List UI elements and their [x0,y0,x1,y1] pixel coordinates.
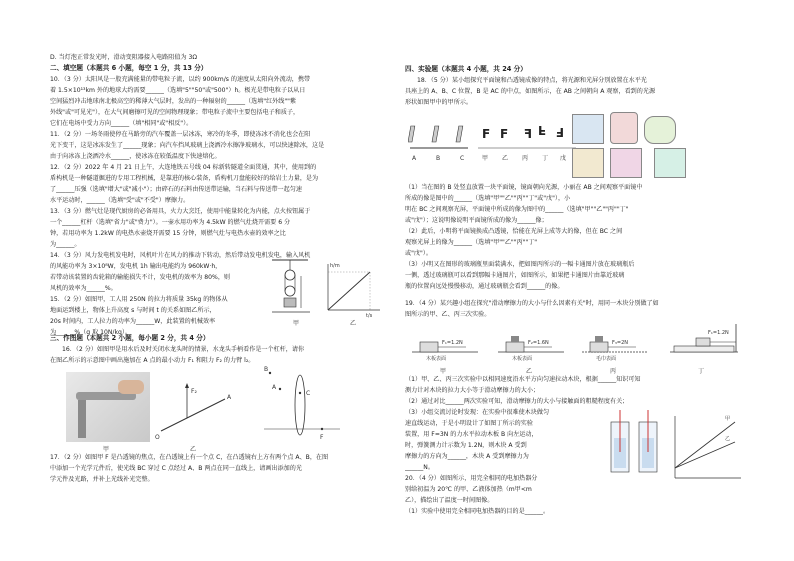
line: 一侧，透过玻璃瓶可以看到那幅卡通图片，如图所示，如果把卡通图片由靠近玻璃 [405,272,625,279]
line: 为______。 [50,241,81,248]
line: 12．（2 分）2022 年 4 月 21 日上午，大连地铁五号线 04 标新转隧道全面贯通，其中，使用到的 [50,164,317,171]
line: 16．（2 分）如图甲是用水后及时关闭水龙头时的情景，水龙头手柄看作是一个杠杆，请你 [62,346,305,353]
line: 所成的像是图中的______（选填"甲""乙""丙""丁"或"戊"），小 [405,195,571,202]
force-label: F₁=1.2N [442,340,463,346]
line: 或"戊"）；这说明像说明平面镜所成的像为______像； [405,217,548,224]
q18-parts [405,182,750,292]
line: （2）通过对比______两次实验可知，滑动摩擦力的大小与接触面的粗糙程度有关； [405,398,629,405]
faucet-photo [66,372,150,442]
line: 为______%（g 取 10N/kg）。 [50,329,131,336]
section-title: 二、填空题（本题共 6 小题，每空 1 分，共 13 分） [50,64,208,72]
line: 18．（5 分）某小组探究平面镜和凸透镜成像的特点，将光源和光屏分别放置在水平光 [417,77,647,84]
line: D. 当灯泡正常发光时，滑动变阻器接入电路阻值为 3Ω [50,54,198,61]
line: 着 1.5×10¹³km 外的地球大约需要______（选填"5""50"或"500"）h。极光是带电粒子以从日 [50,87,306,94]
svg-text:F: F [482,127,491,141]
line: 摩擦力的方向为______，木块 A 受到摩擦力为 [405,453,529,460]
q19 [405,298,750,320]
h-axis-label: h/m [330,263,340,269]
svg-text:F: F [555,125,564,139]
line: 在图乙所示的示意图中画出施加在 A 点的最小动力 F₁ 和阻力 F₂ 的力臂 l₂。 [50,357,255,364]
line: 观察光屏上的像为______（选填"甲""乙""丙""丁" [405,239,538,246]
t-axis-label: t/s [366,313,373,318]
force-label: F₂=1.6N [528,340,549,346]
figure-caption: 丙 [610,368,617,375]
shape-label: 乙 [502,155,509,162]
line: 13．（3 分）燃气灶是现代厨房的必备用具，火力大烹饪，使用中能量转化为内能，点火按钮属于 [50,208,311,215]
line: 了______压强（选填"增大"或"减小"）；由碎石的石料由传送带运输，当石料与传送带一起匀速 [50,186,302,193]
line: 乙），描绘出了温度一时间图像。 [405,497,494,504]
line: 外线"或"可见光"），在大气间磨擦可见的空间物理现象；带电粒子流中主要包括电子和质子， [50,109,300,116]
line: 由于向冰冻上浇洒冷水______，使冰冻在较低温度下快速熔化。 [50,153,221,160]
line: 17．（2 分）如图甲 F 是凸透镜的焦点，在凸透镜上有一个点 C，在凸透镜右上方有两个点 A、B，在图 [50,454,329,461]
line: 盾构机是一种隧道掘进的专用工程机械，是靠进的核心装备，盾构机刀盘能较好的给岩土力量，是为 [50,175,319,182]
point-o-label: O [155,434,160,441]
line: 时，弹簧测力计示数为 1.2N，则木块 A 受到 [405,442,527,449]
line: 或"戊"）。 [405,250,432,257]
line: 瓶的位置向远处慢慢移动，通过玻璃瓶会看到______的像。 [405,283,564,290]
line: 测力计对木块的拉力大小等于滑动摩擦力的大小； [405,387,540,394]
pulley-and-graph-figure [270,258,385,318]
line: （1）甲、乙、丙三次实验中以相同速度沿水平方向匀速拉动木块，根据______知识可知 [405,376,641,383]
point-c-label: C [306,390,311,397]
line: （3）小组交流讨论时发现：在实验中很难使木块做匀 [405,409,550,416]
line: 学元件及光路，并补上光线补光完整。 [50,476,154,483]
line: 地面运到楼上，物体上升高度 s 与时间 t 的关系如图乙所示， [50,307,216,314]
line: 光下变干，这是冰冻发生了______现象；向汽车挡风玻璃上浇洒冷水擦净玻璃水，可以快速除冰，这是 [50,142,325,149]
line: 速直线运动，于是小明设计了如图丁所示的实验 [405,420,533,427]
cartoon-pictures [570,108,710,180]
line: 15．（2 分）如图甲，工人用 250N 的拉力将质量 35kg 的物体从 [50,296,228,303]
line: 的风能功率为 3×10⁸W，发电机 1h 输出电能约为 960kW·h， [50,263,222,270]
friction-figures [412,320,752,364]
figure-caption: 丁 [698,368,705,375]
line: （1）实验中使用完全相同电加热器的目的是______。 [405,508,550,515]
line: 14．（3 分）风力发电机发电时，风机叶片在风力的推动下转动，然后带动发电机发电，输入风机 [50,252,311,259]
figure-caption: 乙 [190,446,197,453]
line: （2）此后，小明将平面镜换成凸透镜，恰能在光屏上成等大的像，但在 BC 之间 [405,228,623,235]
section-title: 三、作图题（本题共 2 小题，每小题 2 分，共 4 分） [50,334,210,342]
point-a-label: A [272,384,277,391]
line: 别给初温为 20℃ 的甲、乙液体加热（m甲<m [405,486,532,493]
lens-diagram [262,365,342,445]
heating-figure [605,408,745,488]
surface-label: 木板表面 [426,356,447,362]
svg-text:F: F [500,127,509,141]
f2-label: F₂ [191,388,197,395]
line: 19．（4 分）某兴趣小组在探究"滑动摩擦力的大小与什么因素有关"时，用同一木块分别做了如 [405,300,659,307]
line: （3）小明又在图形的玻璃瓶里面装满水，把如图丙所示的一幅卡通图片放在玻璃瓶后 [405,261,635,268]
position-c-label: C [460,155,465,162]
line: 它们在电场中受力方向______（填"相同"或"相反"）。 [50,120,193,127]
line: 图所示的甲、乙、丙三次实验。 [405,311,491,318]
line: ______N。 [405,464,434,471]
line: 20．（4 分）如图所示，用完全相同的电加热器分 [405,475,538,482]
position-b-label: B [436,155,441,162]
line: 11．（2 分）一场冬雨使停在马路旁的汽车覆盖一层冰冻，寒冷的冬季，即使冻冰不消化也会在阳 [50,131,311,138]
line: 20s 时间内，工人拉力的功率为______W，此装置的机械效率 [50,318,216,325]
shape-label: 甲 [482,155,489,162]
lever-diagram [155,375,235,445]
force-label: F₁=1.2N [708,330,729,336]
section-title: 四、实验题（本题共 4 小题，共 24 分） [405,65,527,73]
surface-label: 毛巾表面 [596,356,617,362]
section-3 [50,333,390,366]
line: 中添加一个光学元件后，使光线 BC 穿过 C 点经过 A、B 两点在同一直线上，请画出添加的光 [50,465,302,472]
focus-f-label: F [320,434,324,441]
position-a-label: A [412,155,417,162]
force-label: F₃=2N [612,340,628,346]
point-b-label: B [264,366,269,373]
figure-caption: 乙 [350,320,357,327]
point-a-label: A [227,394,232,401]
line: （1）当在图的 B 处竖直放置一块平面镜，镜面朝向光源，小丽在 AB 之间观察平面镜中 [405,184,643,191]
q17 [50,452,390,485]
shape-label: 戊 [560,155,567,162]
line: 若带动该装置的齿轮箱的输能损失不计，发电机的效率为 80%，则 [50,274,231,281]
svg-text:F: F [538,123,547,137]
line: 风机的效率为______%。 [50,285,117,292]
surface-label: 木板表面 [512,356,533,362]
right-column [405,64,750,108]
line: 10．（3 分）太阳风是一股充满能量的带电粒子流，以约 900km/s 的速度从太阳向外流动，携带 [50,76,311,83]
figure-caption: 甲 [440,368,447,375]
line: 一个______杠杆（选填"省力"或"费力"）。一壶水用功率为 4.5kW 的燃气灶烧开需要 6 分 [50,219,291,226]
series-label: 甲 [725,416,731,422]
shape-label: 丁 [542,155,549,162]
shape-label: 丙 [522,155,529,162]
figure-caption: 甲 [293,320,300,327]
figure-caption: 甲 [103,446,110,453]
line: 水平运动时，______（选填"受"或"不受"）摩擦力。 [50,197,190,204]
line: 具座上的 A、B、C 位置，B 是 AC 的中点，如图所示，在 AB 之间朝向 A 观察，看到的光源 [405,88,656,95]
line: 明在 BC 之间观察光屏，平面镜中所成的像为图中的______（选填"甲""乙""丙""丁" [405,206,629,213]
series-label: 乙 [725,436,731,442]
line: 钟，若用功率为 1.2kW 的电热水壶烧开需要 15 分钟，则燃气灶与电热水壶的效率之比 [50,230,286,237]
figure-caption: 乙 [526,368,533,375]
line: 形状如图甲中的甲所示。 [405,99,473,106]
line: 空间猛烈冲击地球南北极高空的稀薄大气层时，发出的一种辐射的______（选填"红外线""紫 [50,98,297,105]
line: 装置，用 F=3N 的力水平拉动木板 B 向左运动， [405,431,538,438]
svg-text:F: F [523,127,532,141]
